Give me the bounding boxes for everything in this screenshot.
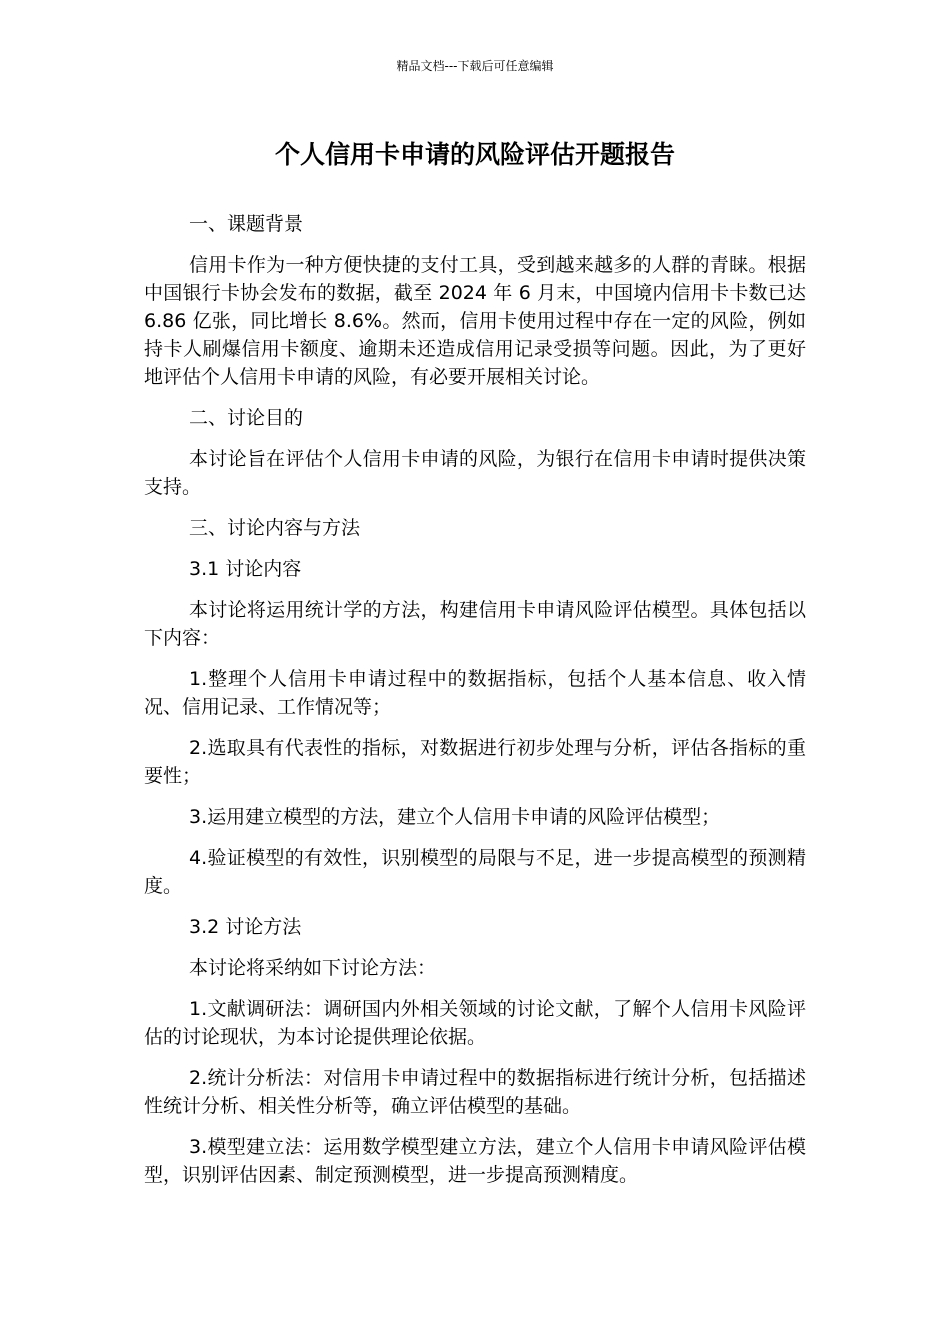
list-item-content-1: 1.整理个人信用卡申请过程中的数据指标，包括个人基本信息、收入情况、信用记录、工作情况等； xyxy=(144,668,806,718)
section-heading-content-method: 三、讨论内容与方法 xyxy=(189,517,361,539)
list-item-method-3: 3.模型建立法：运用数学模型建立方法，建立个人信用卡申请风险评估模型，识别评估因素、制定预测模型，进一步提高预测精度。 xyxy=(144,1136,806,1186)
section-heading-purpose: 二、讨论目的 xyxy=(189,407,304,429)
document-body xyxy=(144,210,806,1202)
subsection-heading-content: 3.1 讨论内容 xyxy=(189,558,302,580)
paragraph-background: 信用卡作为一种方便快捷的支付工具，受到越来越多的人群的青睐。根据中国银行卡协会发布的数据，截至 2024 年 6 月末，中国境内信用卡卡数已达 6.86 亿张，同比增长 8.6%。然而，信用卡使用过程中存在一定的风险，例如持卡人刷爆信用卡额度、逾期未还造成信用记录受损等问题。因此，为了更好地评估个人信用卡申请的风险，有必要开展相关讨论。 xyxy=(144,254,806,388)
header-note: 精品文档---下载后可任意编辑 xyxy=(396,59,554,73)
section-heading-background: 一、课题背景 xyxy=(189,213,304,235)
paragraph-method-intro: 本讨论将采纳如下讨论方法： xyxy=(189,957,437,979)
list-item-method-2: 2.统计分析法：对信用卡申请过程中的数据指标进行统计分析，包括描述性统计分析、相关性分析等，确立评估模型的基础。 xyxy=(144,1067,806,1117)
document-title: 个人信用卡申请的风险评估开题报告 xyxy=(274,140,675,169)
list-item-content-2: 2.选取具有代表性的指标，对数据进行初步处理与分析，评估各指标的重要性； xyxy=(144,737,806,787)
subsection-heading-method: 3.2 讨论方法 xyxy=(189,916,302,938)
list-item-content-3: 3.运用建立模型的方法，建立个人信用卡申请的风险评估模型； xyxy=(189,806,721,828)
paragraph-purpose: 本讨论旨在评估个人信用卡申请的风险，为银行在信用卡申请时提供决策支持。 xyxy=(144,448,806,498)
list-item-method-1: 1.文献调研法：调研国内外相关领域的讨论文献，了解个人信用卡风险评估的讨论现状，为本讨论提供理论依据。 xyxy=(144,998,806,1048)
paragraph-content-intro: 本讨论将运用统计学的方法，构建信用卡申请风险评估模型。具体包括以下内容： xyxy=(144,599,806,649)
list-item-content-4: 4.验证模型的有效性，识别模型的局限与不足，进一步提高模型的预测精度。 xyxy=(144,847,806,897)
